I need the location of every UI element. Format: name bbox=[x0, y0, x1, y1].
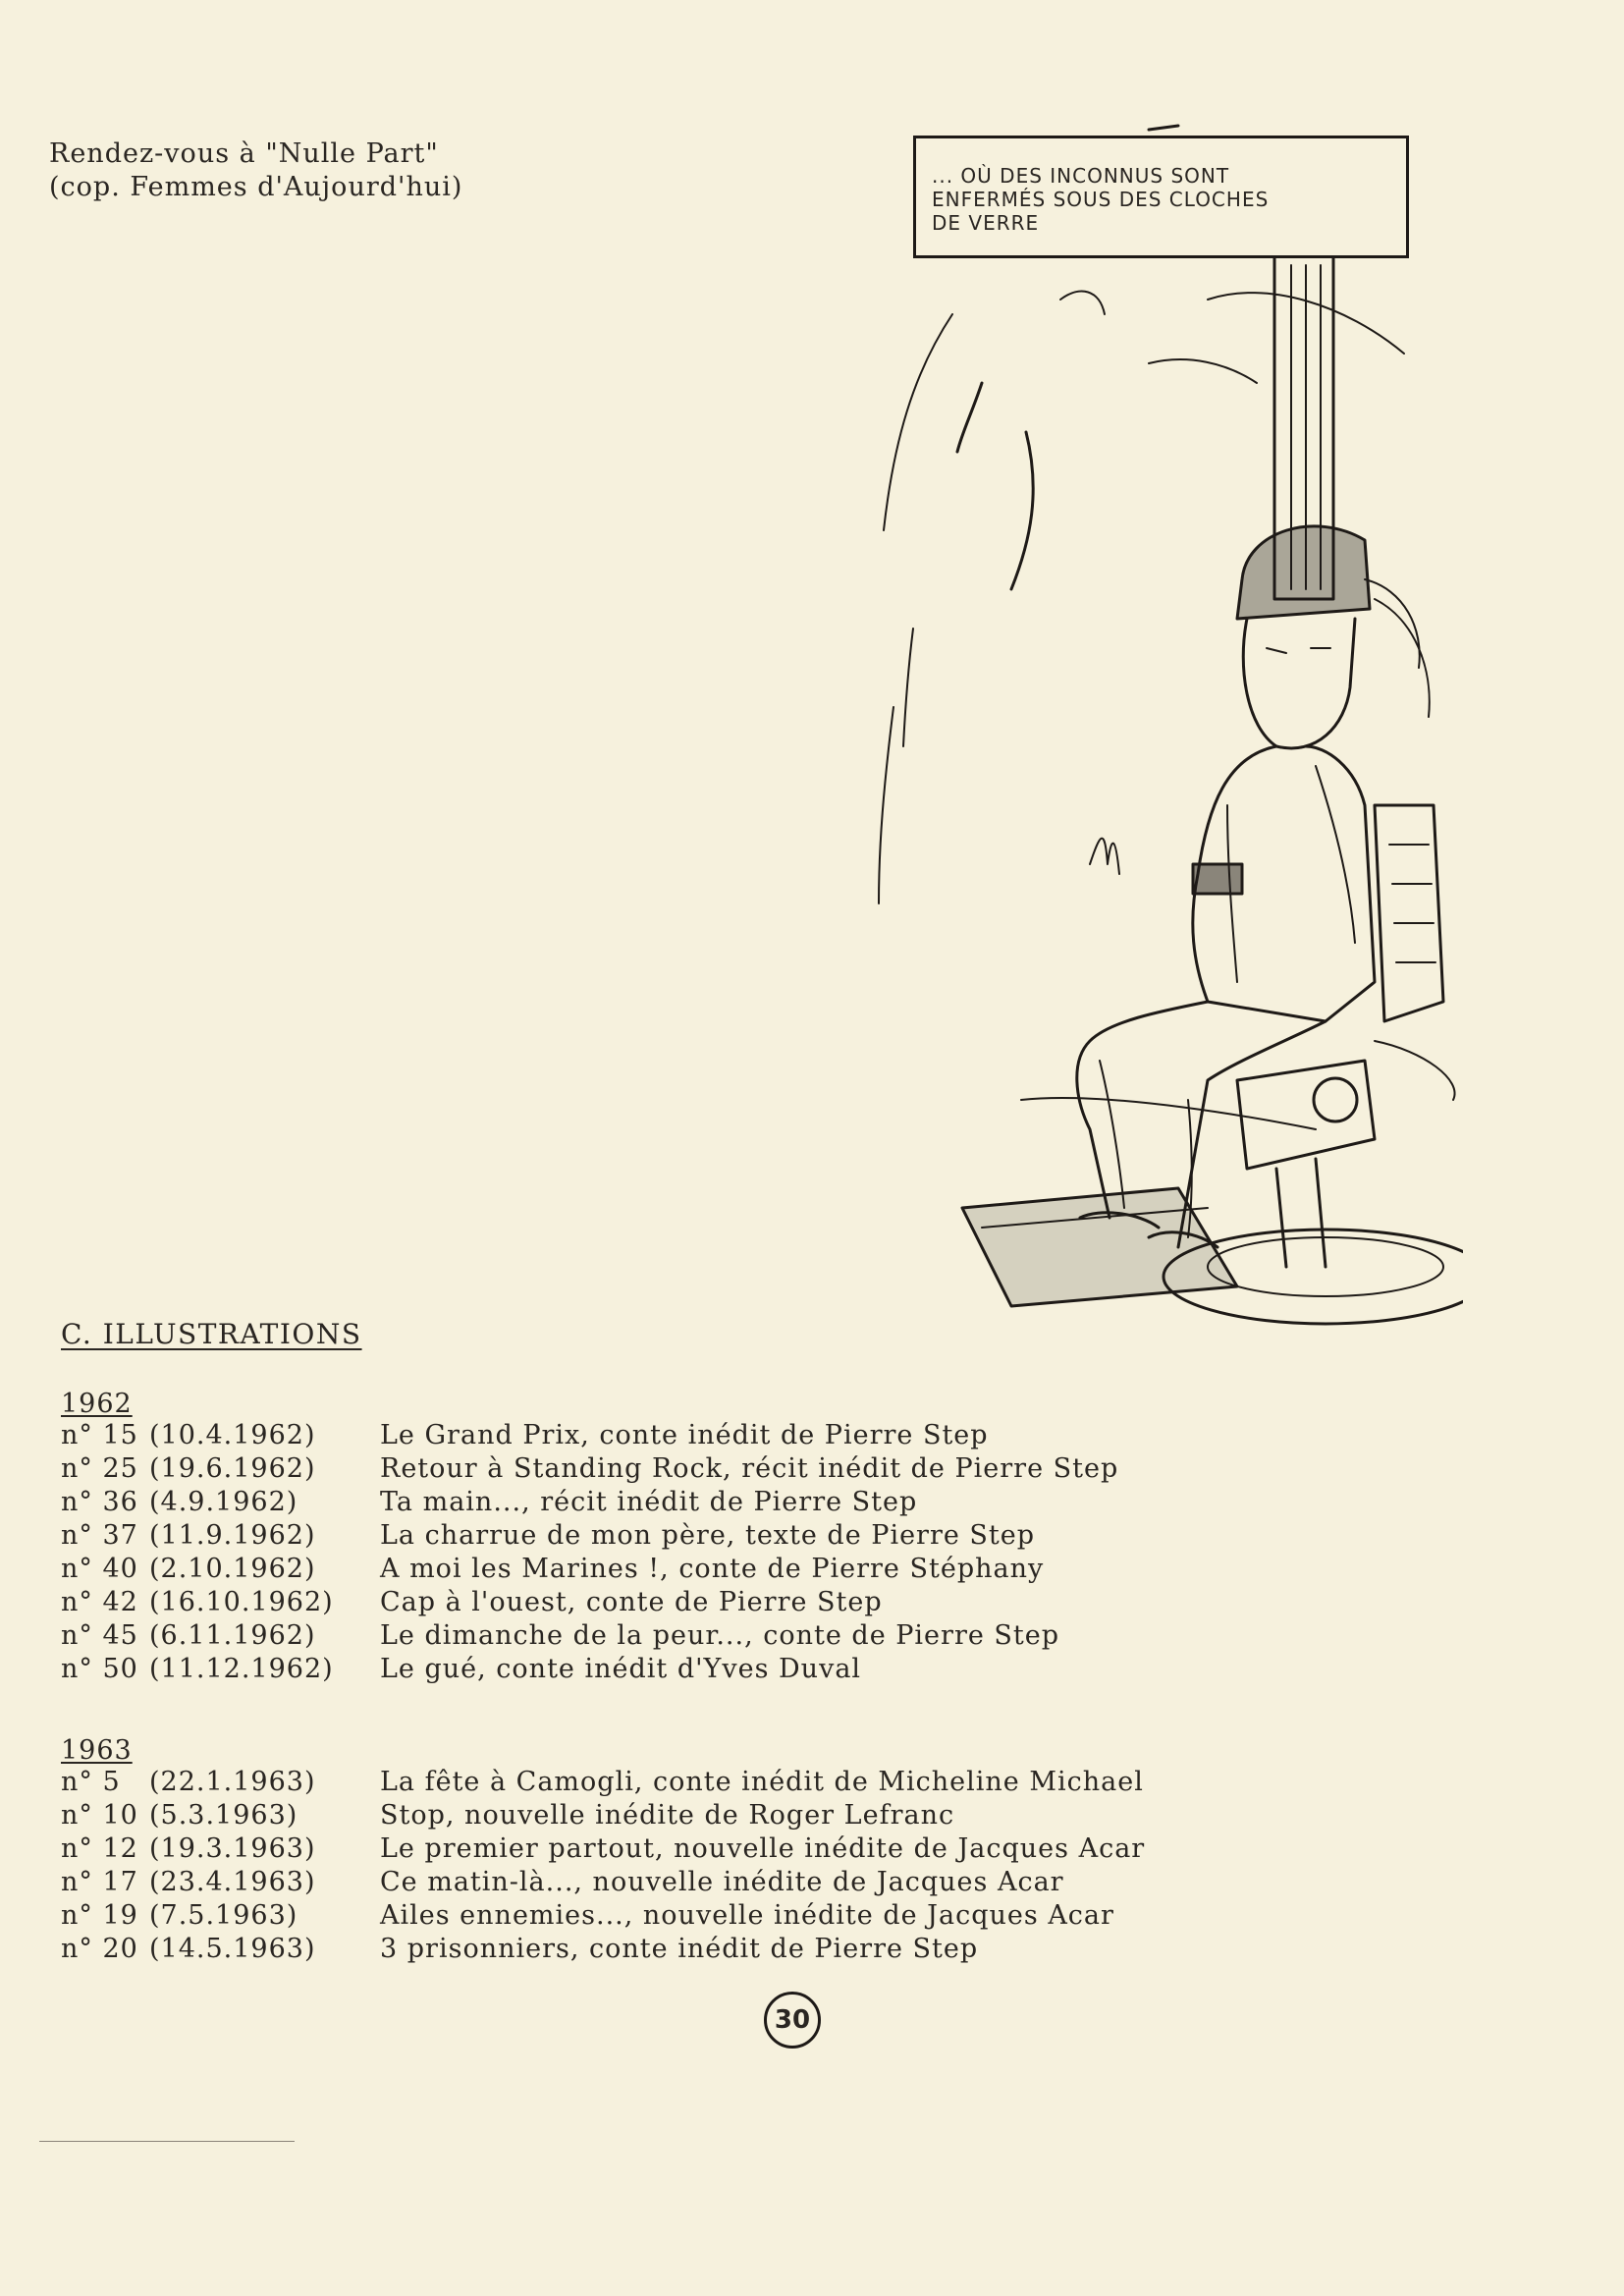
list-item bbox=[61, 1553, 1118, 1586]
issue-date: (7.5.1963) bbox=[149, 1900, 298, 1931]
entry-title: A moi les Marines !, conte de Pierre Stéphany bbox=[380, 1554, 1045, 1584]
entry-title: 3 prisonniers, conte inédit de Pierre Step bbox=[380, 1934, 979, 1964]
issue-number: n° 15 bbox=[61, 1420, 138, 1450]
list-item bbox=[61, 1866, 1145, 1899]
issue-number: n° 5 bbox=[61, 1767, 121, 1797]
list-item bbox=[61, 1519, 1118, 1553]
issue-number: n° 50 bbox=[61, 1654, 138, 1684]
issue-date: (4.9.1962) bbox=[149, 1487, 298, 1517]
page-number: 30 bbox=[764, 1992, 821, 2049]
entry-list bbox=[61, 1419, 1118, 1686]
list-item bbox=[61, 1586, 1118, 1619]
issue-date: (23.4.1963) bbox=[149, 1867, 316, 1897]
entry-title: Stop, nouvelle inédite de Roger Lefranc bbox=[380, 1800, 955, 1831]
caption-line-2: (cop. Femmes d'Aujourd'hui) bbox=[49, 172, 463, 202]
issue-number: n° 42 bbox=[61, 1587, 138, 1617]
bubble-line-2: ENFERMÉS SOUS DES CLOCHES bbox=[932, 188, 1270, 211]
entry-title: Retour à Standing Rock, récit inédit de Pierre Step bbox=[380, 1453, 1119, 1484]
comic-illustration bbox=[854, 118, 1463, 1326]
issue-date: (6.11.1962) bbox=[149, 1620, 316, 1651]
issue-number: n° 19 bbox=[61, 1900, 138, 1931]
issue-number: n° 10 bbox=[61, 1800, 138, 1831]
illustration-caption bbox=[49, 137, 462, 204]
entry-title: Cap à l'ouest, conte de Pierre Step bbox=[380, 1587, 883, 1617]
issue-date: (10.4.1962) bbox=[149, 1420, 316, 1450]
entry-title: Le dimanche de la peur..., conte de Pierre Step bbox=[380, 1620, 1060, 1651]
issue-number: n° 17 bbox=[61, 1867, 138, 1897]
list-item bbox=[61, 1899, 1145, 1933]
list-item bbox=[61, 1486, 1118, 1519]
list-item bbox=[61, 1766, 1145, 1799]
year-label: 1963 bbox=[61, 1735, 133, 1766]
entry-title: La fête à Camogli, conte inédit de Micheline Michael bbox=[380, 1767, 1144, 1797]
entry-title: Le premier partout, nouvelle inédite de Jacques Acar bbox=[380, 1833, 1146, 1864]
entry-title: Ce matin-là..., nouvelle inédite de Jacques Acar bbox=[380, 1867, 1064, 1897]
year-block-1963 bbox=[61, 1736, 1145, 1966]
list-item bbox=[61, 1653, 1118, 1686]
bubble-line-3: DE VERRE bbox=[932, 211, 1040, 235]
entry-title: Le Grand Prix, conte inédit de Pierre Step bbox=[380, 1420, 989, 1450]
issue-date: (14.5.1963) bbox=[149, 1934, 316, 1964]
list-item bbox=[61, 1419, 1118, 1452]
issue-date: (16.10.1962) bbox=[149, 1587, 334, 1617]
issue-number: n° 25 bbox=[61, 1453, 138, 1484]
list-item bbox=[61, 1933, 1145, 1966]
issue-number: n° 45 bbox=[61, 1620, 138, 1651]
issue-date: (2.10.1962) bbox=[149, 1554, 316, 1584]
issue-number: n° 36 bbox=[61, 1487, 138, 1517]
issue-date: (5.3.1963) bbox=[149, 1800, 298, 1831]
year-label: 1962 bbox=[61, 1389, 133, 1419]
entry-title: Le gué, conte inédit d'Yves Duval bbox=[380, 1654, 862, 1684]
list-item bbox=[61, 1619, 1118, 1653]
issue-number: n° 12 bbox=[61, 1833, 138, 1864]
bubble-line-1: ... OÙ DES INCONNUS SONT bbox=[932, 164, 1230, 188]
entry-title: Ailes ennemies..., nouvelle inédite de Jacques Acar bbox=[380, 1900, 1114, 1931]
issue-date: (11.12.1962) bbox=[149, 1654, 334, 1684]
issue-date: (19.3.1963) bbox=[149, 1833, 316, 1864]
entry-title: La charrue de mon père, texte de Pierre Step bbox=[380, 1520, 1036, 1551]
list-item bbox=[61, 1799, 1145, 1832]
issue-number: n° 37 bbox=[61, 1520, 138, 1551]
illustration-drawing bbox=[854, 118, 1463, 1326]
caption-line-1: Rendez-vous à "Nulle Part" bbox=[49, 138, 439, 169]
list-item bbox=[61, 1452, 1118, 1486]
list-item bbox=[61, 1832, 1145, 1866]
issue-number: n° 40 bbox=[61, 1554, 138, 1584]
speech-caption-box bbox=[913, 136, 1409, 258]
year-block-1962 bbox=[61, 1390, 1118, 1686]
issue-date: (22.1.1963) bbox=[149, 1767, 316, 1797]
entry-list bbox=[61, 1766, 1145, 1966]
issue-date: (11.9.1962) bbox=[149, 1520, 316, 1551]
issue-date: (19.6.1962) bbox=[149, 1453, 316, 1484]
footer-divider bbox=[39, 2141, 295, 2142]
issue-number: n° 20 bbox=[61, 1934, 138, 1964]
section-heading: C. ILLUSTRATIONS bbox=[61, 1318, 362, 1350]
entry-title: Ta main..., récit inédit de Pierre Step bbox=[380, 1487, 918, 1517]
